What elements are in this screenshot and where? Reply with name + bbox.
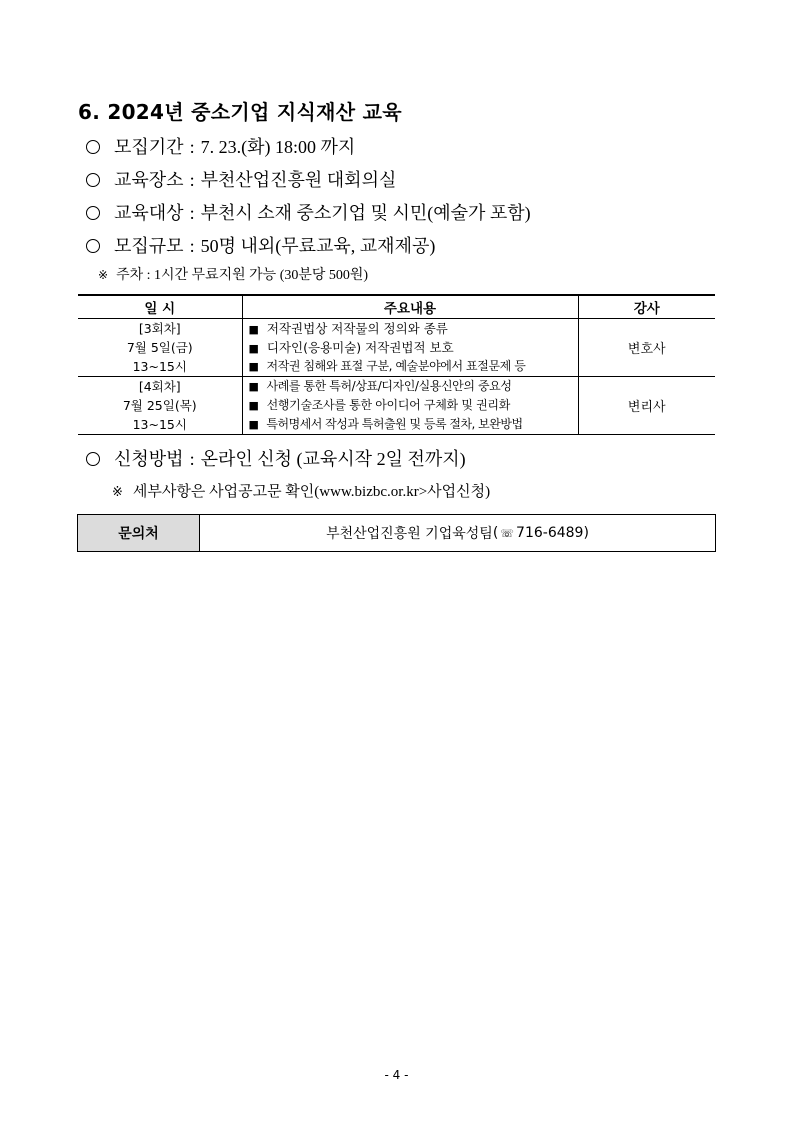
session-number: [4회차]	[138, 379, 181, 394]
info-value: 온라인 신청 (교육시작 2일 전까지)	[200, 449, 466, 469]
contact-phone: 716-6489)	[516, 525, 589, 541]
session-time: 13~15시	[132, 359, 187, 374]
content-item: ■ 디자인(응용미술) 저작권법적 보호	[248, 340, 454, 355]
circle-bullet-icon	[86, 452, 100, 466]
info-label: 교육대상	[114, 203, 184, 223]
content-item: ■ 특허명세서 작성과 특허출원 및 등록 절차, 보완방법	[248, 417, 523, 431]
column-header-content: 주요내용	[242, 295, 578, 319]
section-heading: 6. 2024년 중소기업 지식재산 교육	[78, 100, 402, 124]
square-bullet-icon: ■	[248, 380, 259, 393]
square-bullet-icon: ■	[248, 418, 259, 431]
info-list	[86, 134, 726, 266]
info-item-recruit-period: 모집기간 : 7. 23.(화) 18:00 까지	[86, 134, 726, 167]
parking-note-text: 주차 : 1시간 무료지원 가능 (30분당 500원)	[116, 268, 369, 283]
details-note-text: 세부사항은 사업공고문 확인(www.bizbc.or.kr>사업신청)	[132, 484, 491, 500]
circle-bullet-icon	[86, 173, 100, 187]
table-row	[78, 319, 715, 377]
lecturer-cell: 변리사	[578, 377, 715, 435]
square-bullet-icon: ■	[248, 360, 259, 373]
content-cell	[242, 377, 578, 435]
content-item: ■ 선행기술조사를 통한 아이디어 구체화 및 권리화	[248, 398, 511, 412]
info-item-target: 교육대상 : 부천시 소재 중소기업 및 시민(예술가 포함)	[86, 200, 726, 233]
square-bullet-icon: ■	[248, 323, 259, 336]
content-item: ■ 저작권 침해와 표절 구분, 예술분야에서 표절문제 등	[248, 359, 526, 373]
lecturer-cell: 변호사	[578, 319, 715, 377]
info-label: 모집기간	[114, 137, 184, 157]
date-cell	[78, 377, 242, 435]
phone-icon: ☏	[500, 526, 515, 540]
content-item: ■ 저작권법상 저작물의 정의와 종류	[248, 321, 448, 336]
date-cell	[78, 319, 242, 377]
column-header-date: 일 시	[78, 295, 242, 319]
session-date: 7월 5일(금)	[126, 340, 193, 355]
info-label: 모집규모	[114, 236, 184, 256]
square-bullet-icon: ■	[248, 399, 259, 412]
info-item-location: 교육장소 : 부천산업진흥원 대회의실	[86, 167, 726, 200]
info-label: 교육장소	[114, 170, 184, 190]
session-time: 13~15시	[132, 417, 187, 432]
details-note	[112, 480, 490, 501]
info-value: 7. 23.(화) 18:00 까지	[200, 137, 356, 157]
square-bullet-icon: ■	[248, 342, 259, 355]
info-item-apply-method: 신청방법 : 온라인 신청 (교육시작 2일 전까지)	[86, 446, 466, 472]
contact-value: 부천산업진흥원 기업육성팀 ( ☏ 716-6489)	[326, 525, 589, 542]
info-value: 부천시 소재 중소기업 및 시민(예술가 포함)	[200, 203, 531, 223]
circle-bullet-icon	[86, 239, 100, 253]
table-row	[78, 377, 715, 435]
parking-note	[98, 264, 368, 284]
info-item-capacity: 모집규모 : 50명 내외(무료교육, 교재제공)	[86, 233, 726, 266]
content-item: ■ 사례를 통한 특허/상표/디자인/실용신안의 중요성	[248, 379, 512, 393]
info-label: 신청방법	[114, 449, 184, 469]
contact-org: 부천산업진흥원 기업육성팀	[326, 526, 493, 542]
content-cell	[242, 319, 578, 377]
reference-mark-icon: ※	[98, 268, 109, 282]
table-header-row	[78, 295, 715, 319]
session-number: [3회차]	[138, 321, 181, 336]
info-value: 50명 내외(무료교육, 교재제공)	[200, 236, 436, 256]
page-number: - 4 -	[384, 1068, 409, 1082]
schedule-table	[78, 294, 715, 435]
circle-bullet-icon	[86, 206, 100, 220]
circle-bullet-icon	[86, 140, 100, 154]
contact-box	[77, 514, 716, 552]
column-header-lecturer: 강사	[578, 295, 715, 319]
reference-mark-icon: ※	[112, 485, 123, 500]
contact-label: 문의처	[78, 515, 200, 551]
info-value: 부천산업진흥원 대회의실	[200, 170, 397, 190]
session-date: 7월 25일(목)	[122, 398, 197, 413]
